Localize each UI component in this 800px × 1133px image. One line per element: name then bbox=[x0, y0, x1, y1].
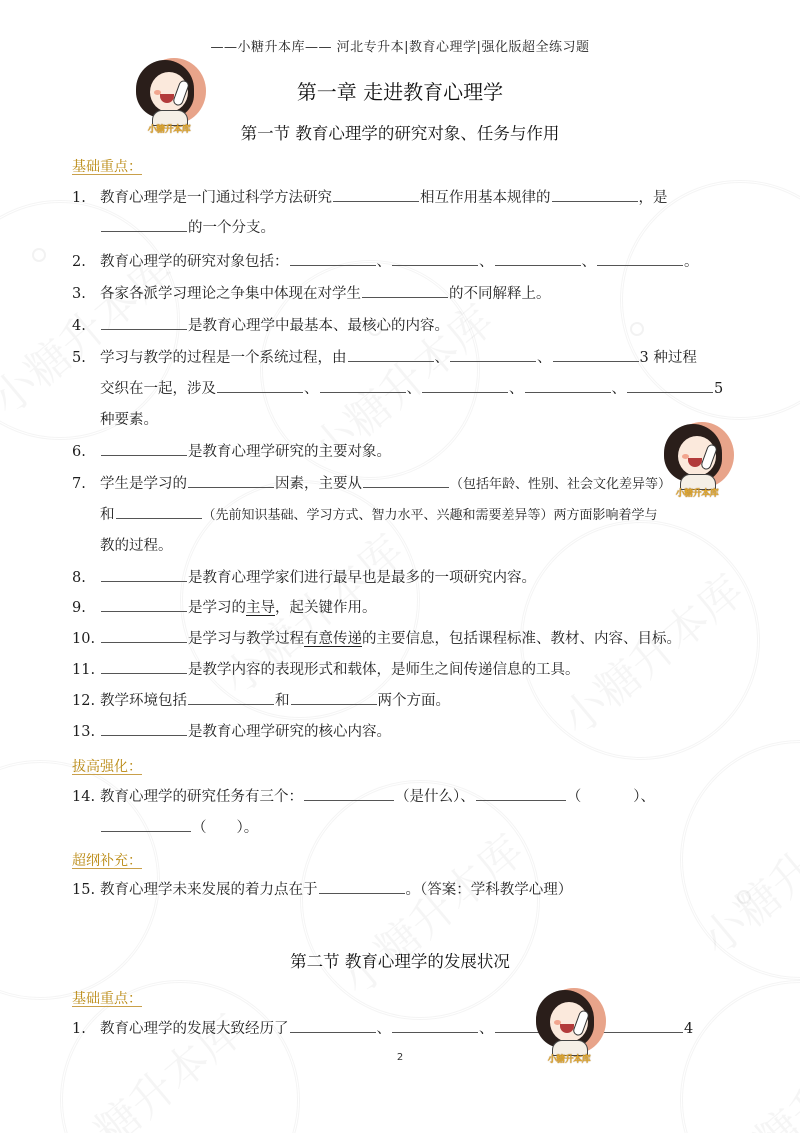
answer-blank[interactable] bbox=[450, 348, 536, 362]
page-header: ——小糖升本库—— 河北专升本|教育心理学|强化版超全练习题 bbox=[210, 40, 590, 55]
answer-blank[interactable] bbox=[552, 188, 638, 202]
question-5-cont2: 种要素。 bbox=[100, 412, 158, 428]
answer-blank[interactable] bbox=[101, 722, 187, 736]
answer-blank[interactable] bbox=[597, 1019, 683, 1033]
answer-blank[interactable] bbox=[320, 379, 406, 393]
section-title: 第二节 教育心理学的发展状况 bbox=[290, 952, 510, 971]
page-number: 2 bbox=[396, 1052, 404, 1063]
answer-blank[interactable] bbox=[101, 660, 187, 674]
watermark-text bbox=[45, 997, 255, 1133]
question-7: 7. 学生是学习的 因素，主要从 （包括年龄、性别、社会文化差异等） bbox=[72, 476, 672, 492]
question-1: 1. 教育心理学是一门通过科学方法研究 相互作用基本规律的 ，是 bbox=[72, 190, 668, 206]
answer-blank[interactable] bbox=[188, 474, 274, 488]
question-11: 11. 是教学内容的表现形式和载体，是师生之间传递信息的工具。 bbox=[72, 662, 580, 678]
label-extra: 超纲补充： bbox=[72, 853, 142, 869]
label-basic: 基础重点： bbox=[72, 159, 142, 175]
answer-blank[interactable] bbox=[101, 818, 191, 832]
question-5-cont: 交织在一起，涉及 、 、 、 、 5 bbox=[100, 381, 724, 397]
question-14-cont: （ ）。 bbox=[100, 818, 760, 838]
mascot-tag: 小糖升本库 bbox=[547, 1055, 591, 1065]
answer-blank[interactable] bbox=[291, 691, 377, 705]
answer-blank[interactable] bbox=[101, 218, 187, 232]
answer-blank[interactable] bbox=[392, 1019, 478, 1033]
question-15: 15. 教育心理学未来发展的着力点在于 。（答案：学科教学心理） bbox=[72, 882, 573, 898]
question-12: 12. 教学环境包括 和 两个方面。 bbox=[72, 693, 450, 709]
answer-blank[interactable] bbox=[422, 379, 508, 393]
answer-blank[interactable] bbox=[525, 379, 611, 393]
question-6: 6. 是教育心理学研究的主要对象。 bbox=[72, 444, 391, 460]
mascot-tag: 小糖升本库 bbox=[147, 125, 191, 135]
answer-blank[interactable] bbox=[116, 505, 202, 519]
answer-blank[interactable] bbox=[392, 252, 478, 266]
answer-blank[interactable] bbox=[495, 252, 581, 266]
question-14: 14. 教育心理学的研究任务有三个： （是什么）、 （ ）、 bbox=[72, 789, 655, 805]
answer-blank[interactable] bbox=[101, 629, 187, 643]
answer-blank[interactable] bbox=[363, 474, 449, 488]
answer-blank[interactable] bbox=[362, 284, 448, 298]
chapter-title: 第一章 走进教育心理学 bbox=[296, 80, 504, 104]
question-9: 9. 是学习的主导，起关键作用。 bbox=[72, 600, 377, 616]
answer-blank[interactable] bbox=[348, 348, 434, 362]
label-basic: 基础重点： bbox=[72, 991, 142, 1007]
answer-blank[interactable] bbox=[319, 880, 405, 894]
question-7-cont: 和 （先前知识基础、学习方式、智力水平、兴趣和需要差异等）两方面影响着学与 bbox=[100, 507, 658, 523]
answer-blank[interactable] bbox=[290, 252, 376, 266]
mascot-tag: 小糖升本库 bbox=[675, 489, 719, 499]
label-advanced: 拔高强化： bbox=[72, 759, 142, 775]
answer-blank[interactable] bbox=[627, 379, 713, 393]
watermark-dot bbox=[32, 248, 46, 262]
answer-blank[interactable] bbox=[553, 348, 639, 362]
question-5: 5. 学习与教学的过程是一个系统过程，由 、 、 3 种过程 bbox=[72, 350, 697, 366]
watermark-text bbox=[325, 817, 535, 1007]
section-title: 第一节 教育心理学的研究对象、任务与作用 bbox=[240, 124, 560, 143]
question-10: 10. 是学习与教学过程有意传递的主要信息，包括课程标准、教材、内容、目标。 bbox=[72, 631, 681, 647]
question-7-cont2: 教的过程。 bbox=[100, 538, 173, 554]
question-1: 1. 教育心理学的发展大致经历了 、 、 4 bbox=[72, 1021, 694, 1037]
answer-blank[interactable] bbox=[290, 1019, 376, 1033]
question-3: 3. 各家各派学习理论之争集中体现在对学生 的不同解释上。 bbox=[72, 286, 551, 302]
answer-blank[interactable] bbox=[188, 691, 274, 705]
answer-blank[interactable] bbox=[597, 252, 683, 266]
question-4: 4. 是教育心理学中最基本、最核心的内容。 bbox=[72, 318, 449, 334]
question-2: 2. 教育心理学的研究对象包括： 、 、 、 。 bbox=[72, 254, 699, 270]
answer-blank[interactable] bbox=[101, 316, 187, 330]
question-8: 8. 是教育心理学家们进行最早也是最多的一项研究内容。 bbox=[72, 570, 536, 586]
answer-blank[interactable] bbox=[304, 787, 394, 801]
answer-blank[interactable] bbox=[217, 379, 303, 393]
watermark-circle bbox=[300, 780, 540, 1020]
watermark-circle bbox=[680, 740, 800, 980]
question-13: 13. 是教育心理学研究的核心内容。 bbox=[72, 724, 391, 740]
question-1-cont: 的一个分支。 bbox=[100, 218, 760, 238]
answer-blank[interactable] bbox=[101, 598, 187, 612]
answer-blank[interactable] bbox=[101, 442, 187, 456]
watermark-dot bbox=[737, 890, 751, 904]
answer-blank[interactable] bbox=[101, 568, 187, 582]
answer-blank[interactable] bbox=[333, 188, 419, 202]
answer-blank[interactable] bbox=[476, 787, 566, 801]
